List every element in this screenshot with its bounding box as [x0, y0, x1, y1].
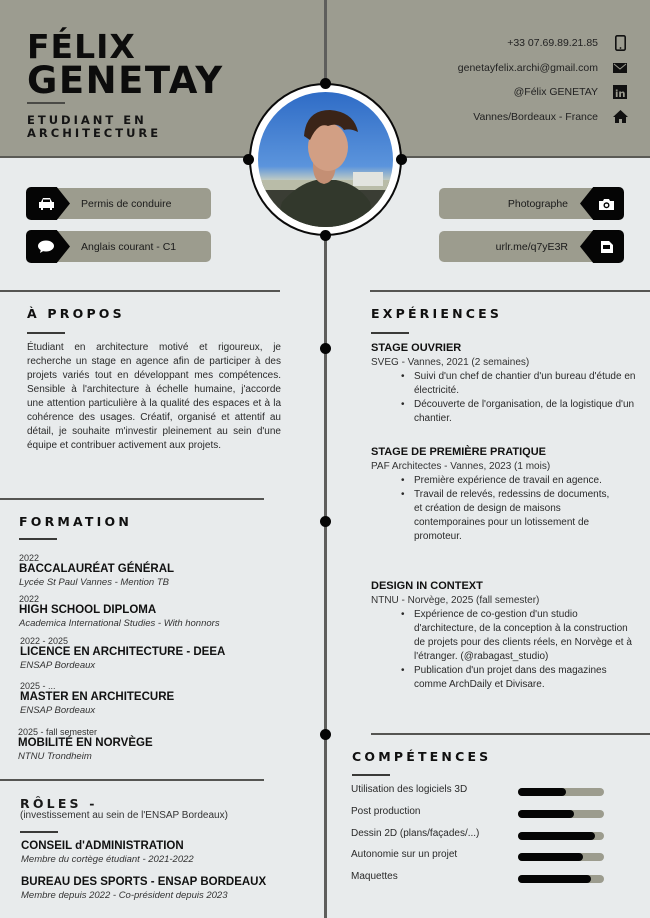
education-item — [19, 553, 289, 589]
education-school: NTNU Trondheim — [18, 751, 92, 762]
job-title-line2: ARCHITECTURE — [27, 125, 162, 140]
role-item — [21, 876, 291, 902]
email-address[interactable]: genetayfelix.archi@gmail.com — [457, 61, 598, 74]
contact-linkedin[interactable] — [458, 80, 628, 105]
experience-title: STAGE DE PREMIÈRE PRATIQUE — [371, 446, 547, 458]
about-title: À PROPOS — [27, 306, 125, 321]
formation-title-underline — [19, 538, 57, 540]
education-title: MASTER EN ARCHITECURE — [20, 691, 175, 703]
education-year: 2022 - 2025 — [20, 636, 69, 646]
skill-bar — [518, 875, 604, 883]
last-name: GENETAY — [27, 59, 224, 102]
about-text: Étudiant en architecture motivé et rigoureux, je recherche un stage en agence afin de participer à des projets variés tout en développant mes compétences. Sensible à l'architecture à échelle humaine, j'accorde une attention particulière à la qualité des espaces et à la cohérence des usages. Créatif, organisé et attentif au détail, je souhaite m'investir pleinement au sein d'une équipe et contribuer activement aux projets. — [27, 342, 281, 451]
section-divider — [371, 733, 650, 735]
pill-label: Photographe — [507, 197, 568, 210]
education-school: Academica International Studies - With honnors — [19, 618, 220, 629]
education-item — [19, 594, 289, 630]
contact-phone — [458, 31, 628, 56]
experience-bullet: • Découverte de l'organisation, de la logistique d'un chantier. — [414, 398, 641, 426]
roles-subtitle: (investissement au sein de l'ENSAP Bordeaux) — [20, 810, 228, 821]
role-detail: Membre depuis 2022 - Co-président depuis 2023 — [21, 890, 228, 901]
section-divider — [0, 779, 264, 781]
education-school: ENSAP Bordeaux — [20, 660, 96, 671]
experience-item — [371, 579, 641, 692]
skill-bar — [518, 810, 604, 818]
profile-photo — [258, 92, 393, 227]
linkedin-handle[interactable]: @Félix GENETAY — [513, 86, 598, 99]
profile-photo-frame — [249, 83, 402, 236]
education-title: HIGH SCHOOL DIPLOMA — [19, 604, 157, 616]
experience-company: SVEG - Vannes, 2021 (2 semaines) — [371, 357, 530, 368]
job-title — [27, 114, 161, 139]
name-divider — [27, 102, 65, 104]
experience-title: DESIGN IN CONTEXT — [371, 580, 483, 592]
timeline-dot — [243, 154, 254, 165]
education-title: BACCALAURÉAT GÉNÉRAL — [19, 563, 175, 575]
experience-bullets — [414, 608, 641, 692]
skill-row — [351, 806, 611, 824]
pill-photographer — [439, 188, 623, 219]
experience-item — [371, 445, 641, 544]
education-item — [20, 681, 290, 717]
skill-bar-fill — [518, 832, 595, 840]
portfolio-document-icon — [580, 230, 624, 263]
svg-text:in: in — [615, 89, 626, 100]
experience-bullet: • Travail de relevés, redessins de documents, et création de design de maisons contemporaines pour un lotissement de promoteur. — [414, 488, 619, 544]
pill-english-level — [27, 231, 211, 262]
section-divider — [0, 498, 264, 500]
education-year: 2025 - fall semester — [18, 727, 98, 737]
skill-row — [351, 871, 611, 889]
skill-label: Maquettes — [351, 871, 398, 882]
education-year: 2022 — [19, 553, 40, 563]
role-title: CONSEIL d'ADMINISTRATION — [21, 840, 184, 852]
skills-title: COMPÉTENCES — [352, 749, 492, 764]
role-title: BUREAU DES SPORTS - ENSAP BORDEAUX — [21, 876, 267, 888]
pill-label: Permis de conduire — [81, 197, 172, 210]
contact-email[interactable] — [458, 56, 628, 81]
education-school: Lycée St Paul Vannes - Mention TB — [19, 577, 169, 588]
portfolio-link[interactable]: urlr.me/q7yE3R — [495, 240, 568, 253]
home-icon — [612, 109, 628, 125]
envelope-icon — [612, 60, 628, 76]
experience-bullet: • Expérience de co-gestion d'un studio d'architecture, de la conception à la construction de projets pour des clients réels, en Norvège et à l'étranger. (@rabagast_studio) — [414, 608, 639, 664]
skill-label: Autonomie sur un projet — [351, 849, 458, 860]
phone-number: +33 07.69.89.21.85 — [507, 37, 598, 50]
skill-bar — [518, 832, 604, 840]
experience-company: NTNU - Norvège, 2025 (fall semester) — [371, 595, 540, 606]
timeline-dot — [320, 230, 331, 241]
education-title: LICENCE EN ARCHITECTURE - DEEA — [20, 646, 226, 658]
full-name — [27, 27, 224, 102]
skill-bar-fill — [518, 875, 591, 883]
education-item — [18, 727, 288, 763]
pill-portfolio-link[interactable] — [439, 231, 623, 262]
skill-row — [351, 849, 611, 867]
education-year: 2025 - ... — [20, 681, 56, 691]
job-title-line1: ETUDIANT EN — [27, 113, 147, 127]
first-name: FÉLIX — [27, 27, 136, 66]
timeline-dot — [320, 78, 331, 89]
linkedin-icon — [612, 84, 628, 100]
role-item — [21, 840, 291, 866]
roles-title-underline — [20, 831, 58, 833]
roles-title: RÔLES - — [20, 796, 98, 811]
experience-bullets — [414, 370, 641, 426]
education-title: MOBILITÉ EN NORVÈGE — [18, 737, 153, 749]
skill-bar-fill — [518, 788, 566, 796]
phone-icon — [612, 35, 628, 51]
timeline-dot — [320, 729, 331, 740]
skills-title-underline — [352, 774, 390, 776]
skill-row — [351, 828, 611, 846]
timeline-dot — [320, 343, 331, 354]
pill-driving-license — [27, 188, 211, 219]
about-title-underline — [27, 332, 65, 334]
experience-company: PAF Architectes - Vannes, 2023 (1 mois) — [371, 461, 551, 472]
timeline-dot — [320, 516, 331, 527]
education-school: ENSAP Bordeaux — [20, 705, 96, 716]
skill-label: Post production — [351, 806, 421, 817]
section-divider — [370, 290, 650, 292]
skill-label: Dessin 2D (plans/façades/...) — [351, 828, 480, 839]
contact-location — [458, 105, 628, 130]
pill-label: Anglais courant - C1 — [81, 240, 177, 253]
experience-bullet: • Première expérience de travail en agence. — [414, 474, 614, 488]
skill-bar — [518, 788, 604, 796]
experience-title: STAGE OUVRIER — [371, 342, 462, 354]
experience-bullet: • Publication d'un projet dans des magazines comme ArchDaily et Divisare. — [414, 664, 639, 692]
experiences-title: EXPÉRIENCES — [371, 306, 503, 321]
education-year: 2022 — [19, 594, 40, 604]
contact-list — [458, 31, 628, 129]
skill-bar-fill — [518, 853, 583, 861]
skill-label: Utilisation des logiciels 3D — [351, 784, 468, 795]
role-detail: Membre du cortège étudiant - 2021-2022 — [21, 854, 194, 865]
location: Vannes/Bordeaux - France — [473, 110, 598, 123]
car-icon — [26, 187, 70, 220]
education-item — [20, 636, 290, 672]
experiences-title-underline — [371, 332, 409, 334]
formation-title: FORMATION — [19, 514, 132, 529]
experience-bullet: • Suivi d'un chef de chantier d'un bureau d'étude en électricité. — [414, 370, 641, 398]
experience-bullets — [414, 474, 641, 544]
experience-item — [371, 341, 641, 426]
skill-row — [351, 784, 611, 802]
skill-bar — [518, 853, 604, 861]
speech-bubble-icon — [26, 230, 70, 263]
camera-icon — [580, 187, 624, 220]
timeline-dot — [396, 154, 407, 165]
skill-bar-fill — [518, 810, 574, 818]
section-divider — [0, 290, 280, 292]
